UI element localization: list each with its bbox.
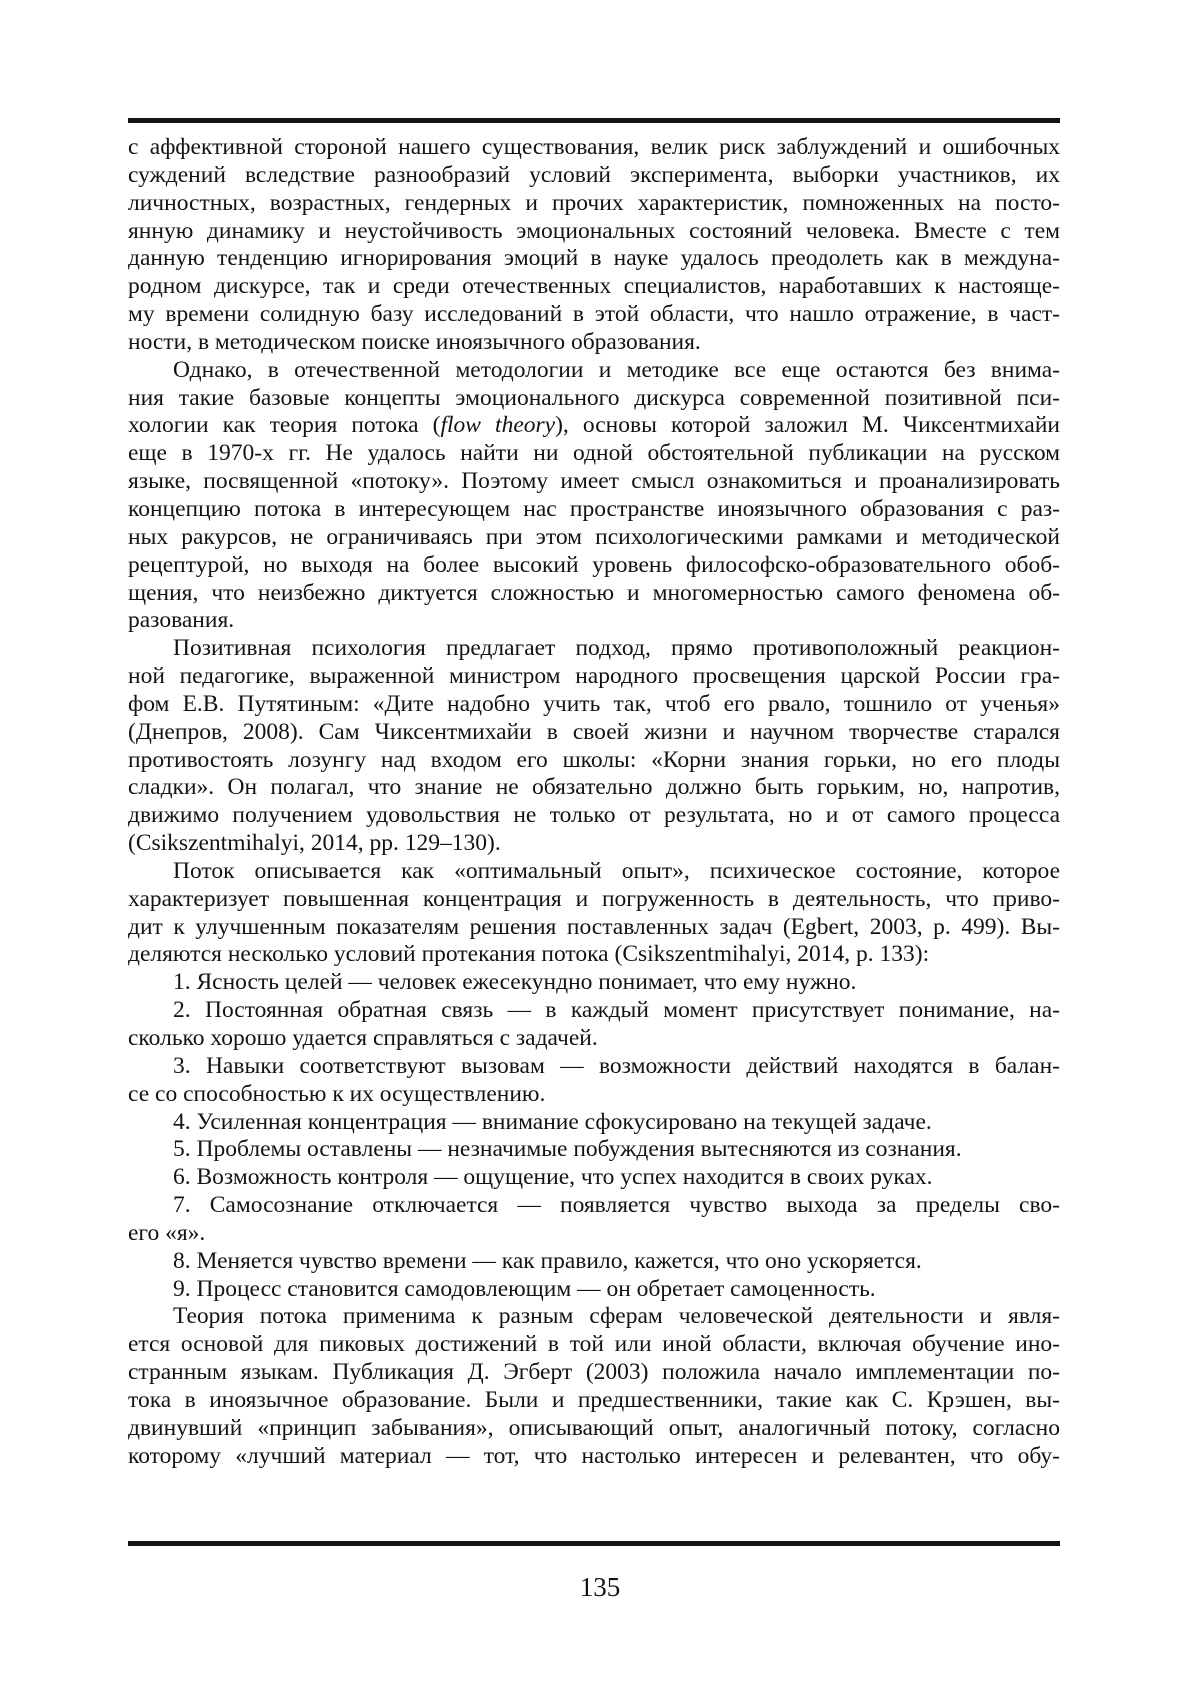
text-line: странным языкам. Публикация Д. Эгберт (2003) положила начало имплементации по- (128, 1359, 1060, 1386)
text-line: с аффективной стороной нашего существования, велик риск заблуждений и ошибочных (128, 134, 1060, 160)
text-line: двинувший «принцип забывания», описывающий опыт, аналогичный потоку, согласно (128, 1414, 1060, 1441)
text-line: ности, в методическом поиске иноязычного образования. (128, 328, 701, 355)
list-item-6 (128, 1164, 1060, 1192)
paragraph-continuation (128, 134, 1060, 357)
paragraph (128, 858, 1060, 969)
text-line: разования. (128, 607, 235, 634)
text-line: щения, что неизбежно диктуется сложностью и многомерностью самого феномена об- (128, 579, 1060, 606)
list-item-2 (128, 997, 1060, 1053)
paragraph (128, 357, 1060, 635)
text-line: дит к улучшенным показателям решения поставленных задач (Egbert, 2003, p. 499). Вы- (128, 913, 1060, 940)
text-line: Однако, в отечественной методологии и методике все еще остаются без внима- (173, 356, 1060, 383)
text-line: Поток описывается как «оптимальный опыт», психическое состояние, которое (173, 857, 1060, 884)
bottom-rule (128, 1541, 1060, 1546)
text-line: личностных, возрастных, гендерных и прочих характеристик, помноженных на посто- (128, 189, 1060, 216)
text-line: родном дискурсе, так и среди отечественных специалистов, наработавших к настояще- (128, 273, 1060, 300)
list-item-8 (128, 1248, 1060, 1276)
text-line: данную тенденцию игнорирования эмоций в науке удалось преодолеть как в междуна- (128, 245, 1060, 272)
text-line: 8. Меняется чувство времени — как правило, кажется, что оно ускоряется. (173, 1247, 922, 1274)
text-line: еще в 1970-х гг. Не удалось найти ни одной обстоятельной публикации на русском (128, 440, 1060, 467)
text-line: 5. Проблемы оставлены — незначимые побуждения вытесняются из сознания. (173, 1136, 962, 1163)
text-line: 2. Постоянная обратная связь — в каждый момент присутствует понимание, на- (173, 997, 1060, 1024)
paragraph (128, 1303, 1060, 1470)
text-line: (Днепров, 2008). Сам Чиксентмихайи в своей жизни и научном творчестве старался (128, 718, 1060, 745)
text-line: 4. Усиленная концентрация — внимание сфокусировано на текущей задаче. (173, 1108, 932, 1135)
text-line: ных ракурсов, не ограничиваясь при этом психологическими рамками и методической (128, 523, 1060, 550)
text-line: 3. Навыки соответствуют вызовам — возможности действий находятся в балан- (173, 1052, 1060, 1079)
text-line: 7. Самосознание отключается — появляется чувство выхода за пределы сво- (173, 1192, 1060, 1219)
text-line: ной педагогике, выраженной министром народного просвещения царской России гра- (128, 663, 1060, 690)
list-item-3 (128, 1053, 1060, 1109)
text-line: фом Е.В. Путятиным: «Дите надобно учить так, чтоб его рвало, тошнило от ученья» (128, 690, 1060, 717)
page-number: 135 (579, 1572, 621, 1602)
text-line: концепцию потока в интересующем нас пространстве иноязычного образования с раз- (128, 495, 1060, 522)
text-line: которому «лучший материал — тот, что настолько интересен и релевантен, что обу- (128, 1442, 1060, 1469)
text-line: его «я». (128, 1219, 206, 1246)
text-line: ния такие базовые концепты эмоционального дискурса современной позитивной пси- (128, 384, 1060, 411)
text-line: хологии как теория потока (flow theory), основы которой заложил М. Чиксентмихайи (128, 412, 1060, 439)
text-line: му времени солидную базу исследований в этой области, что нашло отражение, в част- (128, 301, 1060, 328)
page-text (128, 134, 1060, 1471)
text-line: 6. Возможность контроля — ощущение, что успех находится в своих руках. (173, 1164, 933, 1191)
text-line: характеризует повышенная концентрация и погруженность в деятельность, что приво- (128, 885, 1060, 912)
text-line: языке, посвященной «потоку». Поэтому имеет смысл ознакомиться и проанализировать (128, 468, 1060, 495)
text-line: се со способностью к их осуществлению. (128, 1080, 546, 1107)
text-line: рецептурой, но выходя на более высокий уровень философско-образовательного обоб- (128, 551, 1060, 578)
text-line: Позитивная психология предлагает подход, прямо противоположный реакцион- (173, 635, 1060, 662)
text-line: деляются несколько условий протекания потока (Csikszentmihalyi, 2014, p. 133): (128, 941, 930, 968)
list-item-1 (128, 969, 1060, 997)
list-item-9 (128, 1276, 1060, 1304)
text-line: 1. Ясность целей — человек ежесекундно понимает, что ему нужно. (173, 969, 857, 996)
text-line: 9. Процесс становится самодовлеющим — он обретает самоценность. (173, 1275, 876, 1302)
text-line: (Csikszentmihalyi, 2014, pp. 129–130). (128, 830, 501, 857)
text-line: движимо получением удовольствия не только от результата, но и от самого процесса (128, 802, 1060, 829)
paragraph (128, 635, 1060, 858)
text-line: суждений вследствие разнообразий условий эксперимента, выборки участников, их (128, 161, 1060, 188)
text-line: Теория потока применима к разным сферам человеческой деятельности и явля- (173, 1303, 1060, 1330)
text-line: противостоять лозунгу над входом его школы: «Корни знания горьки, но его плоды (128, 746, 1060, 773)
text-line: янную динамику и неустойчивость эмоциональных состояний человека. Вместе с тем (128, 217, 1060, 244)
top-rule (128, 118, 1060, 123)
list-item-4 (128, 1109, 1060, 1137)
list-item-5 (128, 1136, 1060, 1164)
text-line: тока в иноязычное образование. Были и предшественники, такие как С. Крэшен, вы- (128, 1386, 1060, 1413)
text-line: ется основой для пиковых достижений в той или иной области, включая обучение ино- (128, 1331, 1060, 1358)
text-line: сладки». Он полагал, что знание не обязательно должно быть горьким, но, напротив, (128, 774, 1060, 801)
list-item-7 (128, 1192, 1060, 1248)
text-line: сколько хорошо удается справляться с задачей. (128, 1025, 598, 1051)
